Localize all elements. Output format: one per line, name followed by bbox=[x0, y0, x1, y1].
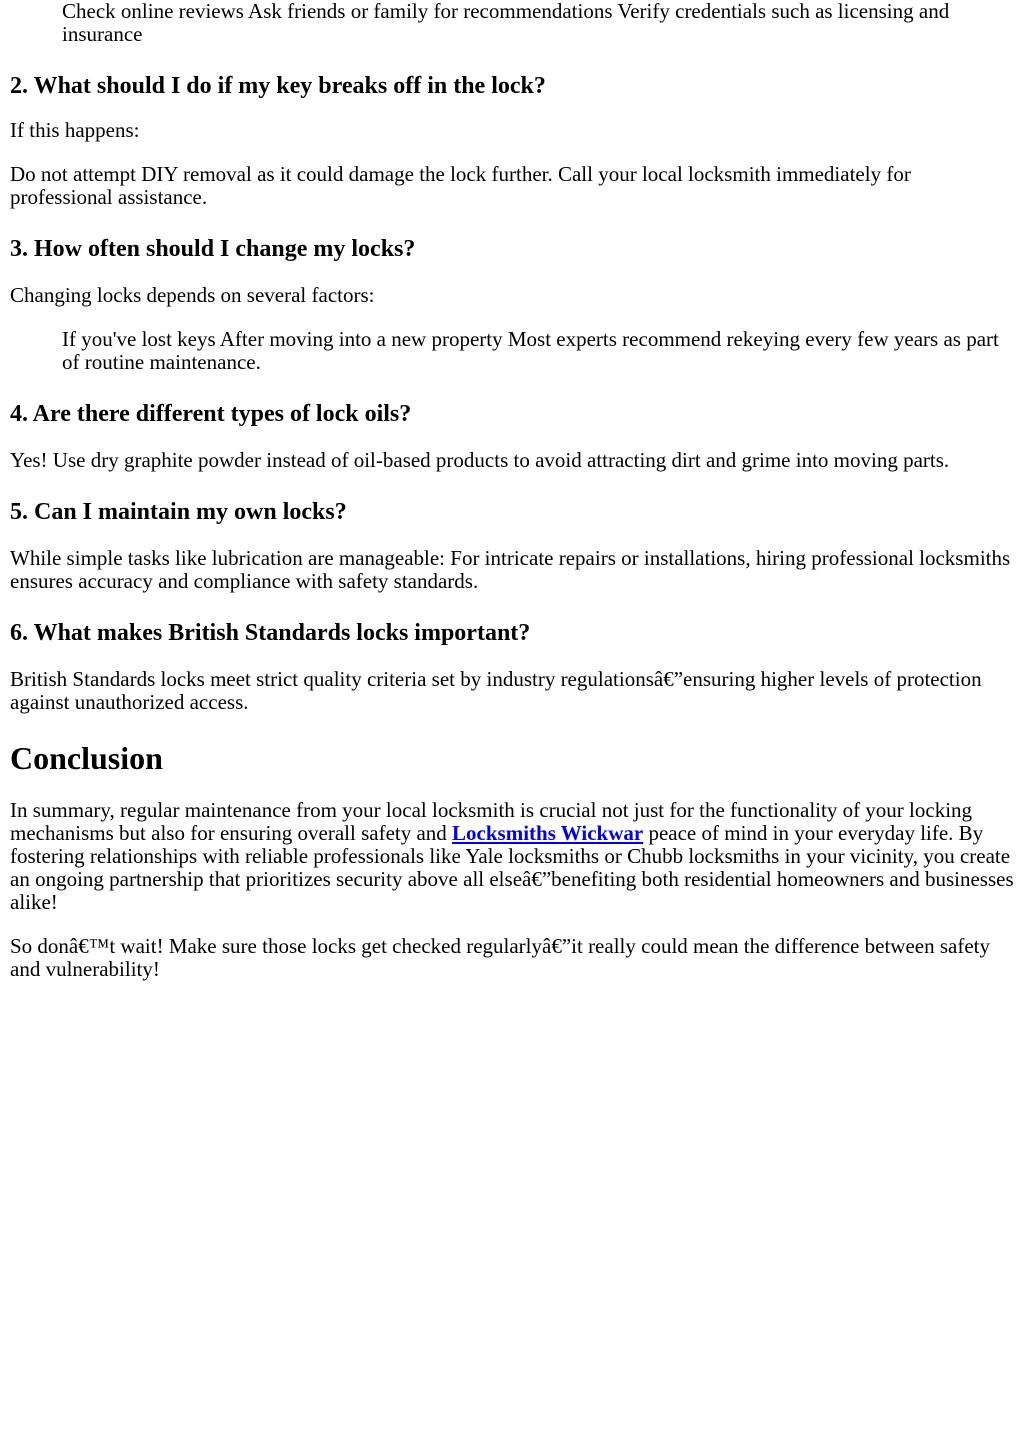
conclusion-paragraph-1 bbox=[10, 799, 1014, 914]
faq-answer-intro-2: If this happens: bbox=[10, 118, 140, 142]
conclusion-paragraph-1-start: In summary, regular maintenance from your local locksmith is crucial not just for the functionality of your locking mechanisms but also for ensuring overall safety and bbox=[10, 798, 973, 845]
conclusion-paragraph-1-end: peace of mind in your everyday life. By fostering relationships with reliable professionals like Yale locksmiths or Chubb locksmiths in your vicinity, you create an ongoing partnership that prioritizes security above all elseâ€”benefiting both residential homeowners and businesses alike! bbox=[10, 821, 1014, 914]
recommendations-list-text: Check online reviews Ask friends or family for recommendations Verify credentials such as licensing and insurance bbox=[62, 0, 950, 46]
faq-answer-intro-3: Changing locks depends on several factors: bbox=[10, 283, 375, 307]
faq-answer-list-3 bbox=[62, 328, 1014, 374]
faq-question-2: 2. What should I do if my key breaks off in the lock? bbox=[10, 73, 546, 99]
faq-question-6: 6. What makes British Standards locks important? bbox=[10, 620, 531, 646]
conclusion-heading: Conclusion bbox=[10, 740, 163, 776]
faq-answer-2: Do not attempt DIY removal as it could damage the lock further. Call your local locksmith immediately for professional assistance. bbox=[10, 162, 911, 209]
locksmiths-wickwar-link[interactable]: Locksmiths Wickwar bbox=[452, 821, 644, 845]
faq-question-3: 3. How often should I change my locks? bbox=[10, 236, 416, 262]
faq-question-4: 4. Are there different types of lock oils? bbox=[10, 401, 412, 427]
faq-answer-6: British Standards locks meet strict quality criteria set by industry regulationsâ€”ensuring higher levels of protection against unauthorized access. bbox=[10, 667, 982, 714]
conclusion-paragraph-2: So donâ€™t wait! Make sure those locks get checked regularlyâ€”it really could mean the difference between safety and vulnerability! bbox=[10, 934, 990, 981]
recommendations-list bbox=[62, 0, 1014, 46]
faq-answer-list-3-text: If you've lost keys After moving into a new property Most experts recommend rekeying every few years as part of routine maintenance. bbox=[62, 327, 999, 374]
faq-question-5: 5. Can I maintain my own locks? bbox=[10, 499, 347, 525]
faq-answer-5: While simple tasks like lubrication are manageable: For intricate repairs or installations, hiring professional locksmiths ensures accuracy and compliance with safety standards. bbox=[10, 546, 1011, 593]
faq-answer-4: Yes! Use dry graphite powder instead of oil-based products to avoid attracting dirt and grime into moving parts. bbox=[10, 448, 950, 472]
